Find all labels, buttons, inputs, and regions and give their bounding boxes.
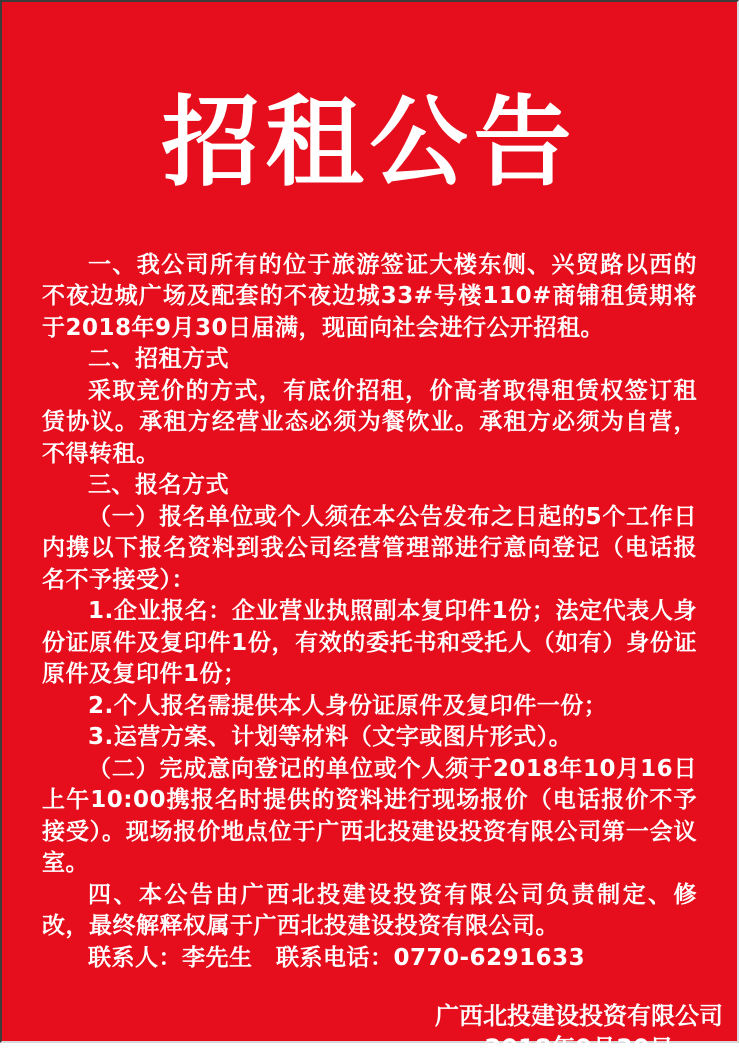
contact-line: 联系人：李先生 联系电话：0770-6291633: [88, 944, 586, 971]
announcement-body: [2, 250, 737, 975]
heading-section-3: 三、报名方式: [88, 472, 229, 499]
paragraph-section-1: 一、我公司所有的位于旅游签证大楼东侧、兴贸路以西的不夜边城广场及配套的不夜边城33#号楼110#商铺租赁期将于2018年9月30日届满，现面向社会进行公开招租。: [42, 251, 697, 341]
paragraph-section-4: 四、本公告由广西北投建设投资有限公司负责制定、修改，最终解释权属于广西北投建设投资有限公司。: [42, 881, 697, 940]
paragraph-requirement-3: 3.运营方案、计划等材料（文字或图片形式）。: [88, 724, 573, 751]
paragraph-requirement-2: 2.个人报名需提供本人身份证原件及复印件一份；: [88, 692, 608, 719]
heading-section-2: 二、招租方式: [88, 346, 229, 373]
signature-block: [435, 1000, 723, 1064]
paragraph-section-2-body: 采取竞价的方式，有底价招租，价高者取得租赁权签订租赁协议。承租方经营业态必须为餐饮业。承租方必须为自营，不得转租。: [42, 377, 697, 467]
signature-company: 广西北投建设投资有限公司: [435, 1002, 723, 1031]
paragraph-section-3-item-2: （二）完成意向登记的单位或个人须于2018年10月16日上午10:00携报名时提供的资料进行现场报价（电话报价不予接受）。现场报价地点位于广西北投建设投资有限公司第一会议室。: [42, 755, 697, 877]
paragraph-requirement-1: 1.企业报名：企业营业执照副本复印件1份；法定代表人身份证原件及复印件1份，有效的委托书和受托人（如有）身份证原件及复印件1份；: [42, 598, 697, 688]
signature-date: 2018年9月30日: [484, 1034, 674, 1063]
poster-title: 招租公告: [161, 85, 578, 200]
paragraph-section-3-item-1: （一）报名单位或个人须在本公告发布之日起的5个工作日内携以下报名资料到我公司经营管理部进行意向登记（电话报名不予接受）：: [42, 503, 697, 593]
